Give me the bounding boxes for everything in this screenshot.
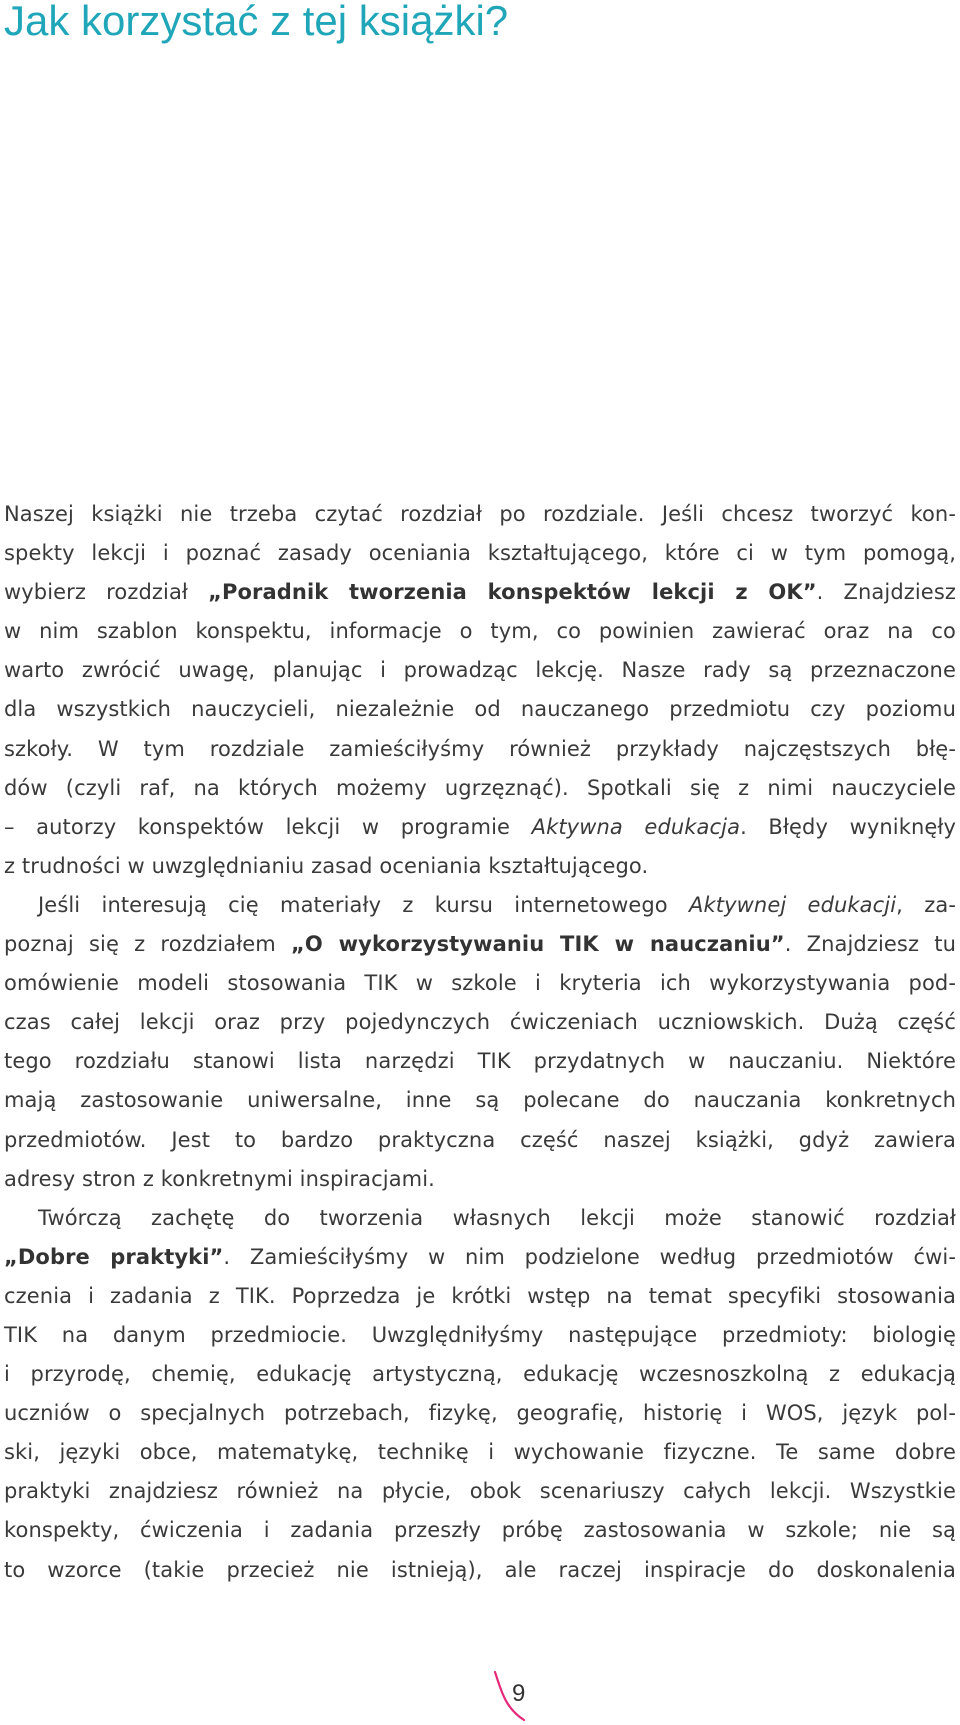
text-line: szkoły. W tym rozdziale zamieściłyśmy również przykłady najczęstszych błę- <box>4 736 956 761</box>
text-line <box>4 573 956 612</box>
paragraph-good-practices <box>4 1199 956 1238</box>
page-title: Jak korzystać z tej książki? <box>4 0 509 44</box>
text-line: Twórczą zachętę do tworzenia własnych lekcji może stanowić rozdział <box>38 1205 956 1230</box>
chapter-title-dobre-praktyki: „Dobre praktyki” <box>4 1244 224 1269</box>
text-run: Jeśli interesują cię materiały z kursu internetowego <box>38 892 690 917</box>
paragraph-tik-cont <box>4 925 956 1199</box>
text-run: . Znajdziesz tu <box>784 932 956 957</box>
text-line: konspekty, ćwiczenia i zadania przeszły próbę zastosowania w szkole; nie są <box>4 1518 956 1543</box>
text-run: – autorzy konspektów lekcji w programie <box>4 814 532 839</box>
text-line <box>38 886 956 925</box>
text-line: przedmiotów. Jest to bardzo praktyczna część naszej książki, gdyż zawiera <box>4 1127 956 1152</box>
text-run: , za- <box>896 892 956 917</box>
text-line: adresy stron z konkretnymi inspiracjami. <box>4 1166 435 1191</box>
text-line <box>4 925 956 964</box>
body-text <box>4 495 956 1590</box>
text-line: spekty lekcji i poznać zasady oceniania kształtującego, które ci w tym pomogą, <box>4 541 956 566</box>
text-line: w nim szablon konspektu, informacje o tym, co powinien zawierać oraz na co <box>4 619 956 644</box>
text-line: tego rozdziału stanowi lista narzędzi TIK przydatnych w nauczaniu. Niektóre <box>4 1049 956 1074</box>
text-line: TIK na danym przedmiocie. Uwzględniłyśmy następujące przedmioty: biologię <box>4 1322 956 1347</box>
text-line: Naszej książki nie trzeba czytać rozdział po rozdziale. Jeśli chcesz tworzyć kon- <box>4 502 956 526</box>
text-line: i przyrodę, chemię, edukację artystyczną, edukację wczesnoszkolną z edukacją <box>4 1362 956 1387</box>
text-line: z trudności w uwzględnianiu zasad oceniania kształtującego. <box>4 853 649 878</box>
text-line: ski, języki obce, matematykę, technikę i wychowanie fizyczne. Te same dobre <box>4 1440 956 1465</box>
text-line: czenia i zadania z TIK. Poprzedza je krótki wstęp na temat specyfiki stosowania <box>4 1283 956 1308</box>
text-line: dla wszystkich nauczycieli, niezależnie od nauczanego przedmiotu czy poziomu <box>4 697 956 722</box>
text-line: uczniów o specjalnych potrzebach, fizykę, geografię, historię i WOS, język pol- <box>4 1401 956 1426</box>
paragraph-good-practices-cont <box>4 1238 956 1590</box>
page-footer <box>488 1668 548 1725</box>
text-run: . Błędy wyniknęły <box>740 814 957 839</box>
text-line: czas całej lekcji oraz przy pojedynczych ćwiczeniach uczniowskich. Dużą część <box>4 1010 956 1035</box>
paragraph-tik <box>4 886 956 925</box>
page-number: 9 <box>512 1680 526 1707</box>
text-line: warto zwrócić uwagę, planując i prowadząc lekcję. Nasze rady są przeznaczone <box>4 658 956 683</box>
text-line: dów (czyli raf, na których możemy ugrzęznąć). Spotkali się z nimi nauczyciele <box>4 775 956 800</box>
text-line: mają zastosowanie uniwersalne, inne są polecane do nauczania konkretnych <box>4 1088 956 1113</box>
paragraph-intro <box>4 495 956 886</box>
text-run: poznaj się z rozdziałem <box>4 932 292 957</box>
text-line: to wzorce (takie przecież nie istnieją), ale raczej inspiracje do doskonalenia <box>4 1557 956 1582</box>
text-line: omówienie modeli stosowania TIK w szkole i kryteria ich wykorzystywania pod- <box>4 971 956 996</box>
text-line: praktyki znajdziesz również na płycie, obok scenariuszy całych lekcji. Wszystkie <box>4 1479 956 1504</box>
chapter-title-tik: „O wykorzystywaniu TIK w nauczaniu” <box>291 932 785 957</box>
text-line <box>4 1238 956 1277</box>
chapter-title-konspekty: „Poradnik tworzenia konspektów lekcji z OK” <box>208 580 817 605</box>
text-run: wybierz rozdział <box>4 580 209 605</box>
text-run: . Zamieściłyśmy w nim podzielone według przedmiotów ćwi- <box>223 1244 956 1269</box>
program-name: Aktywna edukacja <box>531 814 741 839</box>
text-run: . Znajdziesz <box>816 580 956 605</box>
program-name: Aktywnej edukacji <box>689 892 897 917</box>
text-line <box>4 808 956 847</box>
